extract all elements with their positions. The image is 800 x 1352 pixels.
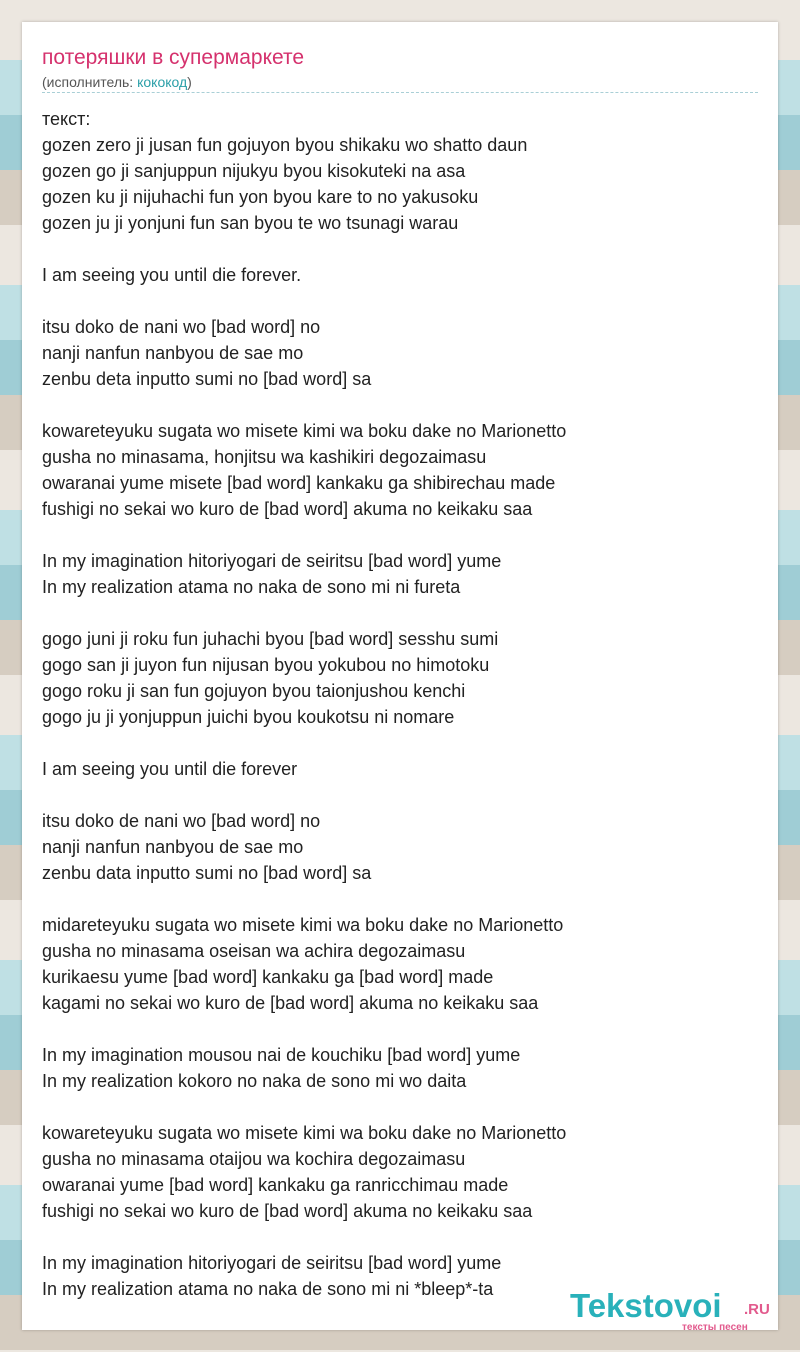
artist-line [42,73,192,91]
artist-prefix: (исполнитель: [42,74,138,90]
artist-suffix: ) [187,74,192,90]
lyrics-text: gozen zero ji jusan fun gojuyon byou shikaku wo shatto daun gozen go ji sanjuppun nijukyu byou kisokuteki na asa gozen ku ji nijuhachi fun yon byou kare to no yakusoku gozen ju ji yonjuni fun san byou te wo tsunagi warau I am seeing you until die forever. itsu doko de nani wo [bad word] no nanji nanfun nanbyou de sae mo zenbu deta inputto sumi no [bad word] sa kowareteyuku sugata wo misete kimi wa boku dake no Marionetto gusha no minasama, honjitsu wa kashikiri degozaimasu owaranai yume misete [bad word] kankaku ga shibirechau made fushigi no sekai wo kuro de [bad word] akuma no keikaku saa In my imagination hitoriyogari de seiritsu [bad word] yume In my realization atama no naka de sono mi ni fureta gogo juni ji roku fun juhachi byou [bad word] sesshu sumi gogo san ji juyon fun nijusan byou yokubou no himotoku gogo roku ji san fun gojuyon byou taionjushou kenchi gogo ju ji yonjuppun juichi byou koukotsu ni nomare I am seeing you until die forever itsu doko de nani wo [bad word] no nanji nanfun nanbyou de sae mo zenbu data inputto sumi no [bad word] sa midareteyuku sugata wo misete kimi wa boku dake no Marionetto gusha no minasama oseisan wa achira degozaimasu kurikaesu yume [bad word] kankaku ga [bad word] made kagami no sekai wo kuro de [bad word] akuma no keikaku saa In my imagination mousou nai de kouchiku [bad word] yume In my realization kokoro no naka de sono mi wo daita kowareteyuku sugata wo misete kimi wa boku dake no Marionetto gusha no minasama otaijou wa kochira degozaimasu owaranai yume [bad word] kankaku ga ranricchimau made fushigi no sekai wo kuro de [bad word] akuma no keikaku saa In my imagination hitoriyogari de seiritsu [bad word] yume In my realization atama no naka de sono mi ni *bleep*-ta [42,135,567,1299]
lyrics-label: текст: [42,109,91,129]
site-logo[interactable] [570,1288,780,1332]
lyrics-card [22,22,778,1333]
lyrics-body [42,106,758,1302]
logo-tagline: тексты песен [682,1322,748,1333]
logo-wordmark: Tekstovoi [570,1287,722,1324]
logo-tld: .RU [744,1301,770,1318]
song-title: потеряшки в супермаркете [42,46,305,69]
artist-link[interactable]: кококод [137,74,188,90]
divider [42,92,758,93]
